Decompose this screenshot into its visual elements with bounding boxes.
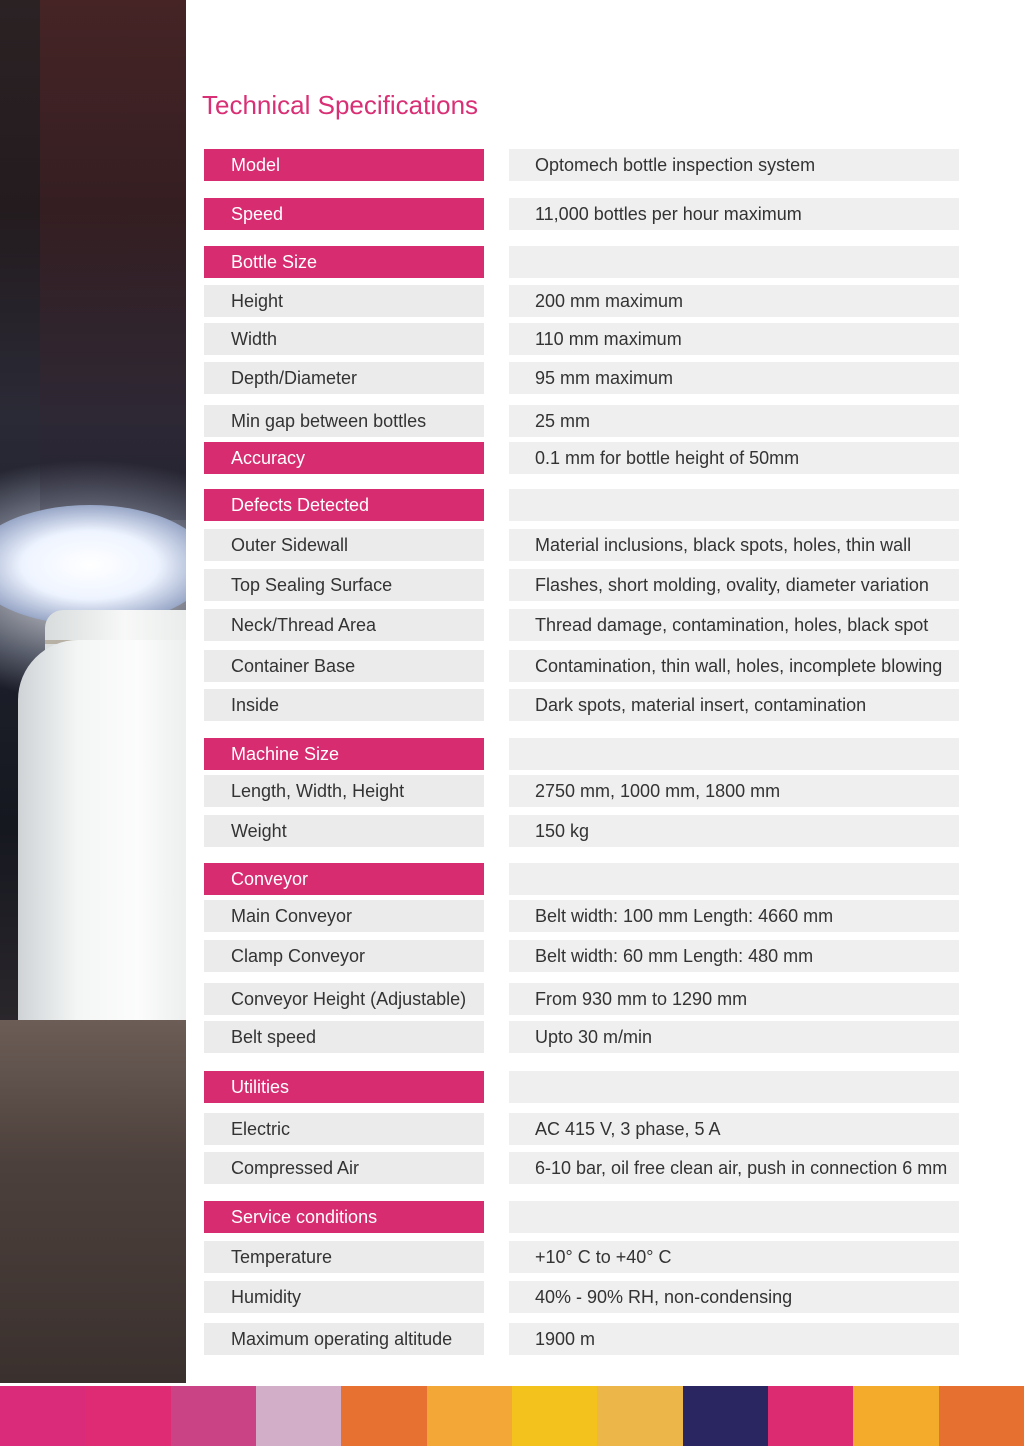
spec-value: 6-10 bar, oil free clean air, push in connection 6 mm bbox=[509, 1152, 959, 1184]
lamp-light bbox=[0, 505, 186, 625]
spec-label: Conveyor Height (Adjustable) bbox=[204, 983, 484, 1015]
spec-value bbox=[509, 1071, 959, 1103]
spec-label: Length, Width, Height bbox=[204, 775, 484, 807]
spec-label: Compressed Air bbox=[204, 1152, 484, 1184]
spec-label: Min gap between bottles bbox=[204, 405, 484, 437]
spec-row bbox=[0, 1241, 1024, 1273]
spec-value bbox=[509, 246, 959, 278]
spec-row bbox=[0, 285, 1024, 317]
spec-row bbox=[0, 246, 1024, 278]
spec-value: Belt width: 100 mm Length: 4660 mm bbox=[509, 900, 959, 932]
spec-row bbox=[0, 569, 1024, 601]
spec-label: Main Conveyor bbox=[204, 900, 484, 932]
spec-label: Electric bbox=[204, 1113, 484, 1145]
spec-row bbox=[0, 1113, 1024, 1145]
spec-row bbox=[0, 362, 1024, 394]
page-title: Technical Specifications bbox=[202, 90, 479, 120]
spec-label: Humidity bbox=[204, 1281, 484, 1313]
spec-value: From 930 mm to 1290 mm bbox=[509, 983, 959, 1015]
spec-value: 25 mm bbox=[509, 405, 959, 437]
color-stripe bbox=[85, 1386, 170, 1446]
spec-value: 200 mm maximum bbox=[509, 285, 959, 317]
spec-value: +10° C to +40° C bbox=[509, 1241, 959, 1273]
color-stripe bbox=[341, 1386, 426, 1446]
color-stripe-footer bbox=[0, 1386, 1024, 1446]
spec-label: Inside bbox=[204, 689, 484, 721]
spec-value bbox=[509, 489, 959, 521]
spec-row bbox=[0, 609, 1024, 641]
spec-value: Belt width: 60 mm Length: 480 mm bbox=[509, 940, 959, 972]
spec-value: Upto 30 m/min bbox=[509, 1021, 959, 1053]
color-stripe bbox=[768, 1386, 853, 1446]
spec-value: Contamination, thin wall, holes, incomplete blowing bbox=[509, 650, 959, 682]
spec-row bbox=[0, 489, 1024, 521]
spec-value: 110 mm maximum bbox=[509, 323, 959, 355]
spec-value: Flashes, short molding, ovality, diameter variation bbox=[509, 569, 959, 601]
spec-row bbox=[0, 529, 1024, 561]
spec-row bbox=[0, 983, 1024, 1015]
section-header-label: Defects Detected bbox=[204, 489, 484, 521]
spec-label: Neck/Thread Area bbox=[204, 609, 484, 641]
spec-value: 95 mm maximum bbox=[509, 362, 959, 394]
spec-row bbox=[0, 1323, 1024, 1355]
spec-value: Thread damage, contamination, holes, black spot bbox=[509, 609, 959, 641]
spec-value bbox=[509, 738, 959, 770]
section-header-label: Bottle Size bbox=[204, 246, 484, 278]
spec-row bbox=[0, 863, 1024, 895]
spec-label: Container Base bbox=[204, 650, 484, 682]
spec-row bbox=[0, 900, 1024, 932]
spec-row bbox=[0, 775, 1024, 807]
spec-row bbox=[0, 815, 1024, 847]
spec-label: Weight bbox=[204, 815, 484, 847]
spec-value bbox=[509, 863, 959, 895]
spec-row bbox=[0, 1021, 1024, 1053]
section-header-label: Machine Size bbox=[204, 738, 484, 770]
color-stripe bbox=[0, 1386, 85, 1446]
spec-value: Material inclusions, black spots, holes, thin wall bbox=[509, 529, 959, 561]
spec-label: Temperature bbox=[204, 1241, 484, 1273]
spec-value: 11,000 bottles per hour maximum bbox=[509, 198, 959, 230]
spec-row bbox=[0, 1281, 1024, 1313]
color-stripe bbox=[683, 1386, 768, 1446]
spec-row bbox=[0, 689, 1024, 721]
spec-label: Top Sealing Surface bbox=[204, 569, 484, 601]
spec-row bbox=[0, 738, 1024, 770]
section-header-label: Speed bbox=[204, 198, 484, 230]
spec-value: Optomech bottle inspection system bbox=[509, 149, 959, 181]
spec-row bbox=[0, 1152, 1024, 1184]
section-header-label: Conveyor bbox=[204, 863, 484, 895]
section-header-label: Accuracy bbox=[204, 442, 484, 474]
color-stripe bbox=[427, 1386, 512, 1446]
color-stripe bbox=[939, 1386, 1024, 1446]
spec-value: 40% - 90% RH, non-condensing bbox=[509, 1281, 959, 1313]
spec-row bbox=[0, 1071, 1024, 1103]
spec-value: AC 415 V, 3 phase, 5 A bbox=[509, 1113, 959, 1145]
spec-label: Maximum operating altitude bbox=[204, 1323, 484, 1355]
spec-row bbox=[0, 198, 1024, 230]
spec-value: 1900 m bbox=[509, 1323, 959, 1355]
section-header-label: Model bbox=[204, 149, 484, 181]
section-header-label: Utilities bbox=[204, 1071, 484, 1103]
spec-label: Clamp Conveyor bbox=[204, 940, 484, 972]
spec-value: Dark spots, material insert, contamination bbox=[509, 689, 959, 721]
spec-label: Width bbox=[204, 323, 484, 355]
spec-label: Height bbox=[204, 285, 484, 317]
spec-label: Depth/Diameter bbox=[204, 362, 484, 394]
color-stripe bbox=[171, 1386, 256, 1446]
section-header-label: Service conditions bbox=[204, 1201, 484, 1233]
spec-label: Outer Sidewall bbox=[204, 529, 484, 561]
spec-value: 0.1 mm for bottle height of 50mm bbox=[509, 442, 959, 474]
spec-value: 2750 mm, 1000 mm, 1800 mm bbox=[509, 775, 959, 807]
color-stripe bbox=[256, 1386, 341, 1446]
spec-row bbox=[0, 1201, 1024, 1233]
spec-row bbox=[0, 650, 1024, 682]
spec-row bbox=[0, 940, 1024, 972]
spec-row bbox=[0, 323, 1024, 355]
spec-row bbox=[0, 149, 1024, 181]
color-stripe bbox=[597, 1386, 682, 1446]
spec-label: Belt speed bbox=[204, 1021, 484, 1053]
color-stripe bbox=[853, 1386, 938, 1446]
spec-row bbox=[0, 442, 1024, 474]
spec-value bbox=[509, 1201, 959, 1233]
spec-value: 150 kg bbox=[509, 815, 959, 847]
color-stripe bbox=[512, 1386, 597, 1446]
spec-row bbox=[0, 405, 1024, 437]
